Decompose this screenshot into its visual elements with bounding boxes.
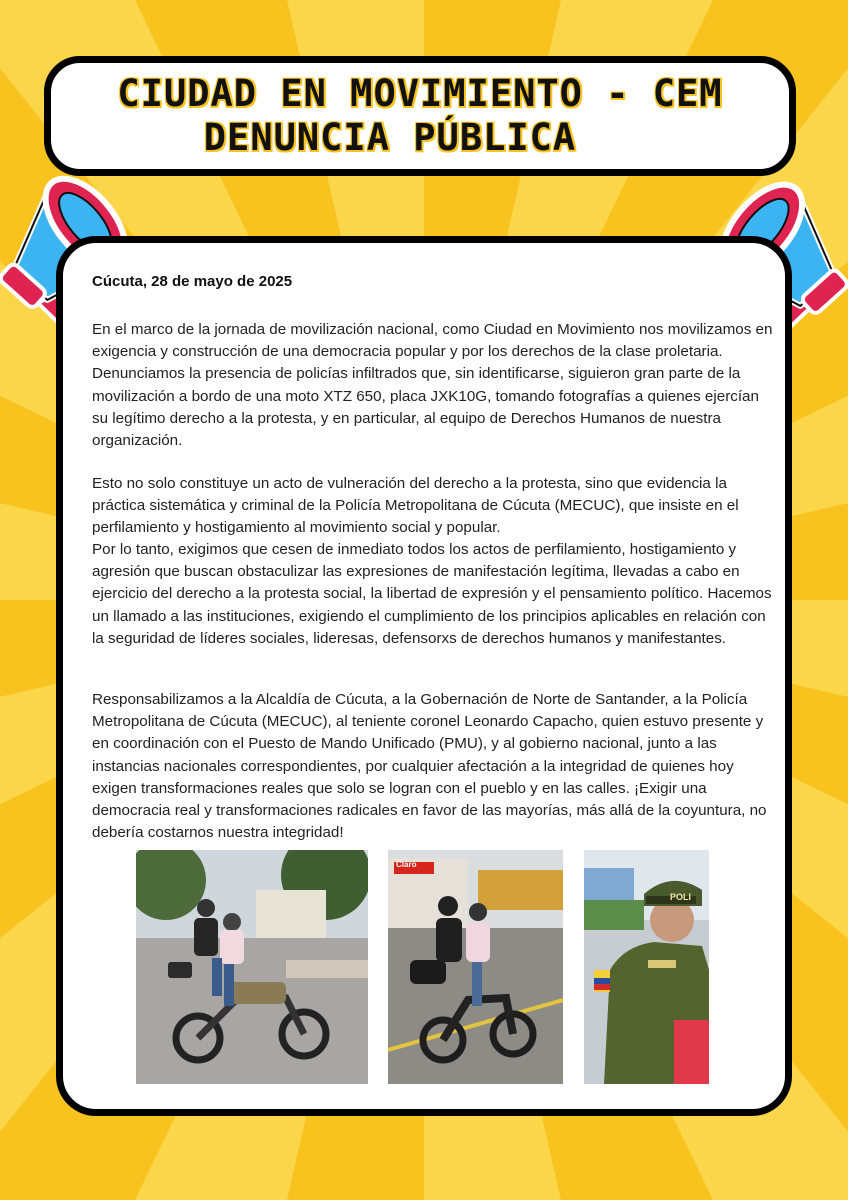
photo-police-officer (584, 850, 709, 1084)
photo2-store-sign: Claro (396, 860, 417, 869)
date-line: Cúcuta, 28 de mayo de 2025 (92, 273, 293, 290)
paragraph-1: En el marco de la jornada de movilización nacional, como Ciudad en Movimiento nos movilizamos en exigencia y construcción de una democracia popular y por los derechos de la clase proletaria. Denunciamos la presencia de policías infiltrados que, sin identificarse, siguieron gran parte de la movilización a bordo de una moto XTZ 650, placa JXK10G, tomando fotografías a quienes ejercían su legítimo derecho a la protesta, y en particular, al equipo de Derechos Humanos de nuestra organización. (92, 321, 773, 450)
title-banner (44, 56, 796, 176)
police-cap-text: POLI (670, 892, 692, 902)
photo-riders-intersection (388, 850, 563, 1084)
statement-card (56, 236, 792, 1116)
paragraph-2: Esto no solo constituye un acto de vulneración del derecho a la protesta, sino que evidencia la práctica sistemática y criminal de la Policía Metropolitana de Cúcuta (MECUC), que insiste en el perfilamiento y hostigamiento al movimiento social y popular. (92, 475, 739, 537)
title-line-1: CIUDAD EN MOVIMIENTO - CEM (117, 72, 723, 115)
paragraph-3: Por lo tanto, exigimos que cesen de inmediato todos los actos de perfilamiento, hostigamiento y agresión que buscan obstaculizar las expresiones de manifestación legítima, llevadas a cabo en ejercicio del derecho a la protesta social, la libertad de expresión y el pensamiento político. Hacemos un llamado a las instituciones, exigiendo el cumplimiento de los principios aplicables en relación con la seguridad de líderes sociales, lideresas, defensorxs de derechos humanos y manifestantes. (92, 541, 772, 647)
paragraph-4: Responsabilizamos a la Alcaldía de Cúcuta, a la Gobernación de Norte de Santander, a la Policía Metropolitana de Cúcuta (MECUC), al teniente coronel Leonardo Capacho, quien estuvo presente y en coordinación con el Puesto de Mando Unificado (PMU), y al gobierno nacional, junto a las instancias nacionales correspondientes, por cualquier afectación a la integridad de quienes hoy exigen transformaciones reales que solo se logran con el pueblo y en las calles. ¡Exigir una democracia real y transformaciones radicales en favor de las mayorías, más allá de la coyuntura, no debería costarnos nuestra integridad! (92, 691, 767, 842)
photo-motorcycle-street (136, 850, 368, 1084)
title-line-2: DENUNCIA PÚBLICA (203, 116, 577, 159)
